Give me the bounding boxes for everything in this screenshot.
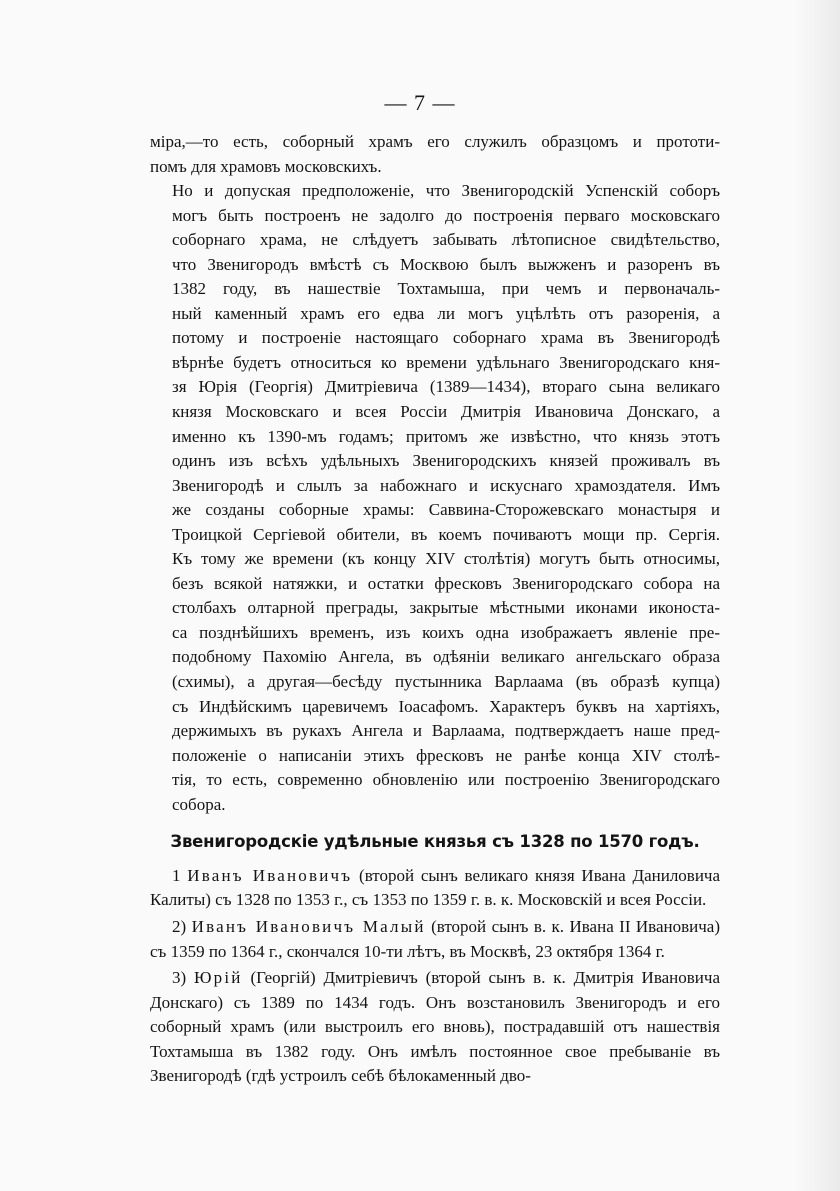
paragraph <box>150 179 720 817</box>
prince-number: 3) <box>172 968 187 988</box>
prince-description: (Георгій) Дмитріевичъ (второй сынъ в. к. Дмитрія Ивановича Донскаго) съ 1389 по 1434 годъ. Онъ возстановилъ Звенигородъ и его соборный храмъ (или выстроилъ его вновь), пострадавшій отъ нашествія Тохтамыша въ 1382 году. Онъ имѣлъ постоянное свое пребываніе въ Звенигородѣ (гдѣ устроилъ себѣ бѣлокаменный дво- <box>150 968 720 1086</box>
paragraph <box>150 130 720 179</box>
prince-entry <box>150 966 720 1089</box>
text-line: 1382 году, въ нашествіе Тохтамыша, при чемъ и первоначаль- <box>172 279 720 299</box>
prince-number: 1 <box>172 865 181 885</box>
text-line: Къ тому же времени (къ концу XIV столѣтія) могутъ быть относимы, <box>172 549 720 569</box>
prince-description: (второй сынъ в. к. Ивана II Ивановича) съ 1359 по 1364 г., скончался 10-ти лѣтъ, въ Москвѣ, 23 октября 1364 г. <box>150 916 721 961</box>
text-line: помъ для храмовъ московскихъ. <box>150 156 382 176</box>
text-line: Звенигородѣ и слылъ за набожнаго и искуснаго храмоздателя. Имъ <box>172 475 720 495</box>
page-number: — 7 — <box>384 90 456 115</box>
text-line: са позднѣйшихъ временъ, изъ коихъ одна изображаетъ явленіе пре- <box>172 622 720 642</box>
text-line: столбахъ олтарной преграды, закрытые мѣстными иконами иконоста- <box>172 598 720 618</box>
text-line: держимыхъ въ рукахъ Ангела и Варлаама, подтверждаетъ наше пред- <box>172 721 720 741</box>
text-line: что Звенигородъ вмѣстѣ съ Москвою былъ выжженъ и разоренъ въ <box>172 254 720 274</box>
body-text <box>150 130 720 1091</box>
text-line: положеніе о написаніи этихъ фресковъ не ранѣе конца XIV столѣ- <box>172 745 720 765</box>
text-line: съ Индѣйскимъ царевичемъ Іоасафомъ. Характеръ буквъ на хартіяхъ, <box>172 696 720 716</box>
prince-name: Иванъ Ивановичъ <box>187 865 353 885</box>
prince-number: 2) <box>172 916 187 936</box>
text-line: потому и построеніе настоящаго соборнаго храма въ Звенигородѣ <box>172 328 720 348</box>
text-line: ный каменный храмъ его едва ли могъ уцѣлѣть отъ разоренія, а <box>172 303 720 323</box>
text-line: же созданы соборные храмы: Саввина-Сторожевскаго монастыря и <box>172 500 720 520</box>
text-line: зя Юрія (Георгія) Дмитріевича (1389—1434), втораго сына великаго <box>172 377 720 397</box>
text-line: Троицкой Сергіевой обители, въ коемъ почиваютъ мощи пр. Сергія. <box>172 524 720 544</box>
text-line: одинъ изъ всѣхъ удѣльныхъ Звенигородскихъ князей проживалъ въ <box>172 451 720 471</box>
princes-list <box>150 864 720 1089</box>
text-line: вѣрнѣе будетъ относиться ко времени удѣльнаго Звенигородскаго кня- <box>172 352 720 372</box>
text-line: (схимы), а другая—бесѣду пустынника Варлаама (въ образѣ купца) <box>172 672 720 692</box>
text-line: соборнаго храма, не слѣдуетъ забывать лѣтописное свидѣтельство, <box>172 230 720 250</box>
text-line: подобному Пахомію Ангела, въ одѣяніи великаго ангельскаго образа <box>172 647 720 667</box>
scan-shadow-edge <box>794 0 840 1191</box>
text-line: могъ быть построенъ не задолго до построенія перваго московскаго <box>172 205 720 225</box>
prince-entry <box>150 915 720 964</box>
text-line: тія, то есть, современно обновленію или построенію Звенигородскаго <box>172 770 720 790</box>
text-line: князя Московскаго и всея Россіи Дмитрія Ивановича Донскаго, а <box>172 402 720 422</box>
text-line: собора. <box>172 794 226 814</box>
paragraphs <box>150 130 720 817</box>
text-line: Но и допуская предположеніе, что Звенигородскій Успенскій соборъ <box>172 181 720 201</box>
text-line: безъ всякой натяжки, и остатки фресковъ Звенигородскаго собора на <box>172 573 720 593</box>
text-line: міра,—то есть, соборный храмъ его служилъ образцомъ и прототи- <box>150 132 720 151</box>
prince-entry <box>150 864 720 913</box>
text-line: именно къ 1390-мъ годамъ; притомъ же извѣстно, что князь этотъ <box>172 426 720 446</box>
prince-description: (второй сынъ великаго князя Ивана Даниловича Калиты) съ 1328 по 1353 г., съ 1353 по 1359 г. в. к. Московскій и всея Россіи. <box>150 865 721 910</box>
prince-name: Юрій <box>194 968 243 988</box>
prince-name: Иванъ Ивановичъ Малый <box>191 916 426 936</box>
section-heading: Звенигородскіе удѣльные князья съ 1328 по 1570 годъ. <box>170 832 700 852</box>
